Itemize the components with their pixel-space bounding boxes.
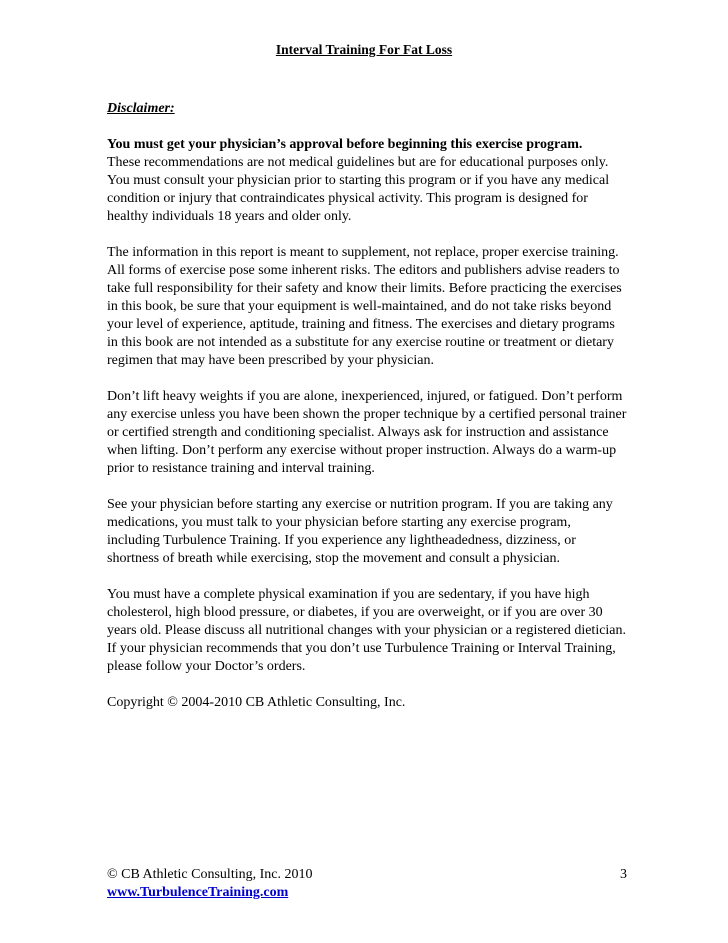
page-title: Interval Training For Fat Loss (275, 42, 453, 57)
disclaimer-heading: Disclaimer: (107, 101, 175, 116)
approval-body-text: These recommendations are not medical guidelines but are for educational purposes only. You must consult your physician prior to starting this program or if you have any medical condition or injury that contraindicates physical activity. This program is designed for healthy individuals 18 years and older only. (107, 155, 610, 224)
paragraph-physical-exam: You must have a complete physical examination if you are sedentary, if you have high cholesterol, high blood pressure, or diabetes, if you are overweight, or if you are over 30 years old. Please discuss all nutritional changes with your physician or a registered dietician. If your physician recommends that you don’t use Turbulence Training or Interval Training, please follow your Doctor’s orders. (107, 587, 627, 674)
page-number: 3 (620, 867, 627, 882)
paragraph-physician-consult: See your physician before starting any exercise or nutrition program. If you are taking any medications, you must talk to your physician before starting any exercise program, including Turbulence Training. If you experience any lightheadedness, dizziness, or shortness of breath while exercising, stop the movement and consult a physician. (107, 497, 613, 566)
footer-row (107, 866, 627, 884)
paragraph-information: The information in this report is meant to supplement, not replace, proper exercise training. All forms of exercise pose some inherent risks. The editors and publishers advise readers to take full responsibility for their safety and know their limits. Before practicing the exercises in this book, be sure that your equipment is well-maintained, and do not take risks beyond your level of experience, aptitude, training and fitness. The exercises and dietary programs in this book are not intended as a substitute for any exercise routine or treatment or dietary regimen that may have been prescribed by your physician. (107, 245, 622, 368)
approval-lead-text: You must get your physician’s approval before beginning this exercise program. (107, 137, 583, 152)
disclaimer-section (107, 100, 627, 730)
paragraph-approval (107, 136, 627, 226)
copyright-notice: Copyright © 2004-2010 CB Athletic Consulting, Inc. (107, 695, 406, 710)
page-footer (107, 866, 627, 902)
paragraph-lifting-safety: Don’t lift heavy weights if you are alone, inexperienced, injured, or fatigued. Don’t perform any exercise unless you have been shown the proper technique by a certified personal trainer or certified strength and conditioning specialist. Always ask for instruction and assistance when lifting. Don’t perform any exercise without proper instruction. Always do a warm-up prior to resistance training and interval training. (107, 389, 627, 476)
website-link[interactable]: www.TurbulenceTraining.com (107, 885, 289, 900)
footer-copyright: © CB Athletic Consulting, Inc. 2010 (107, 867, 313, 882)
